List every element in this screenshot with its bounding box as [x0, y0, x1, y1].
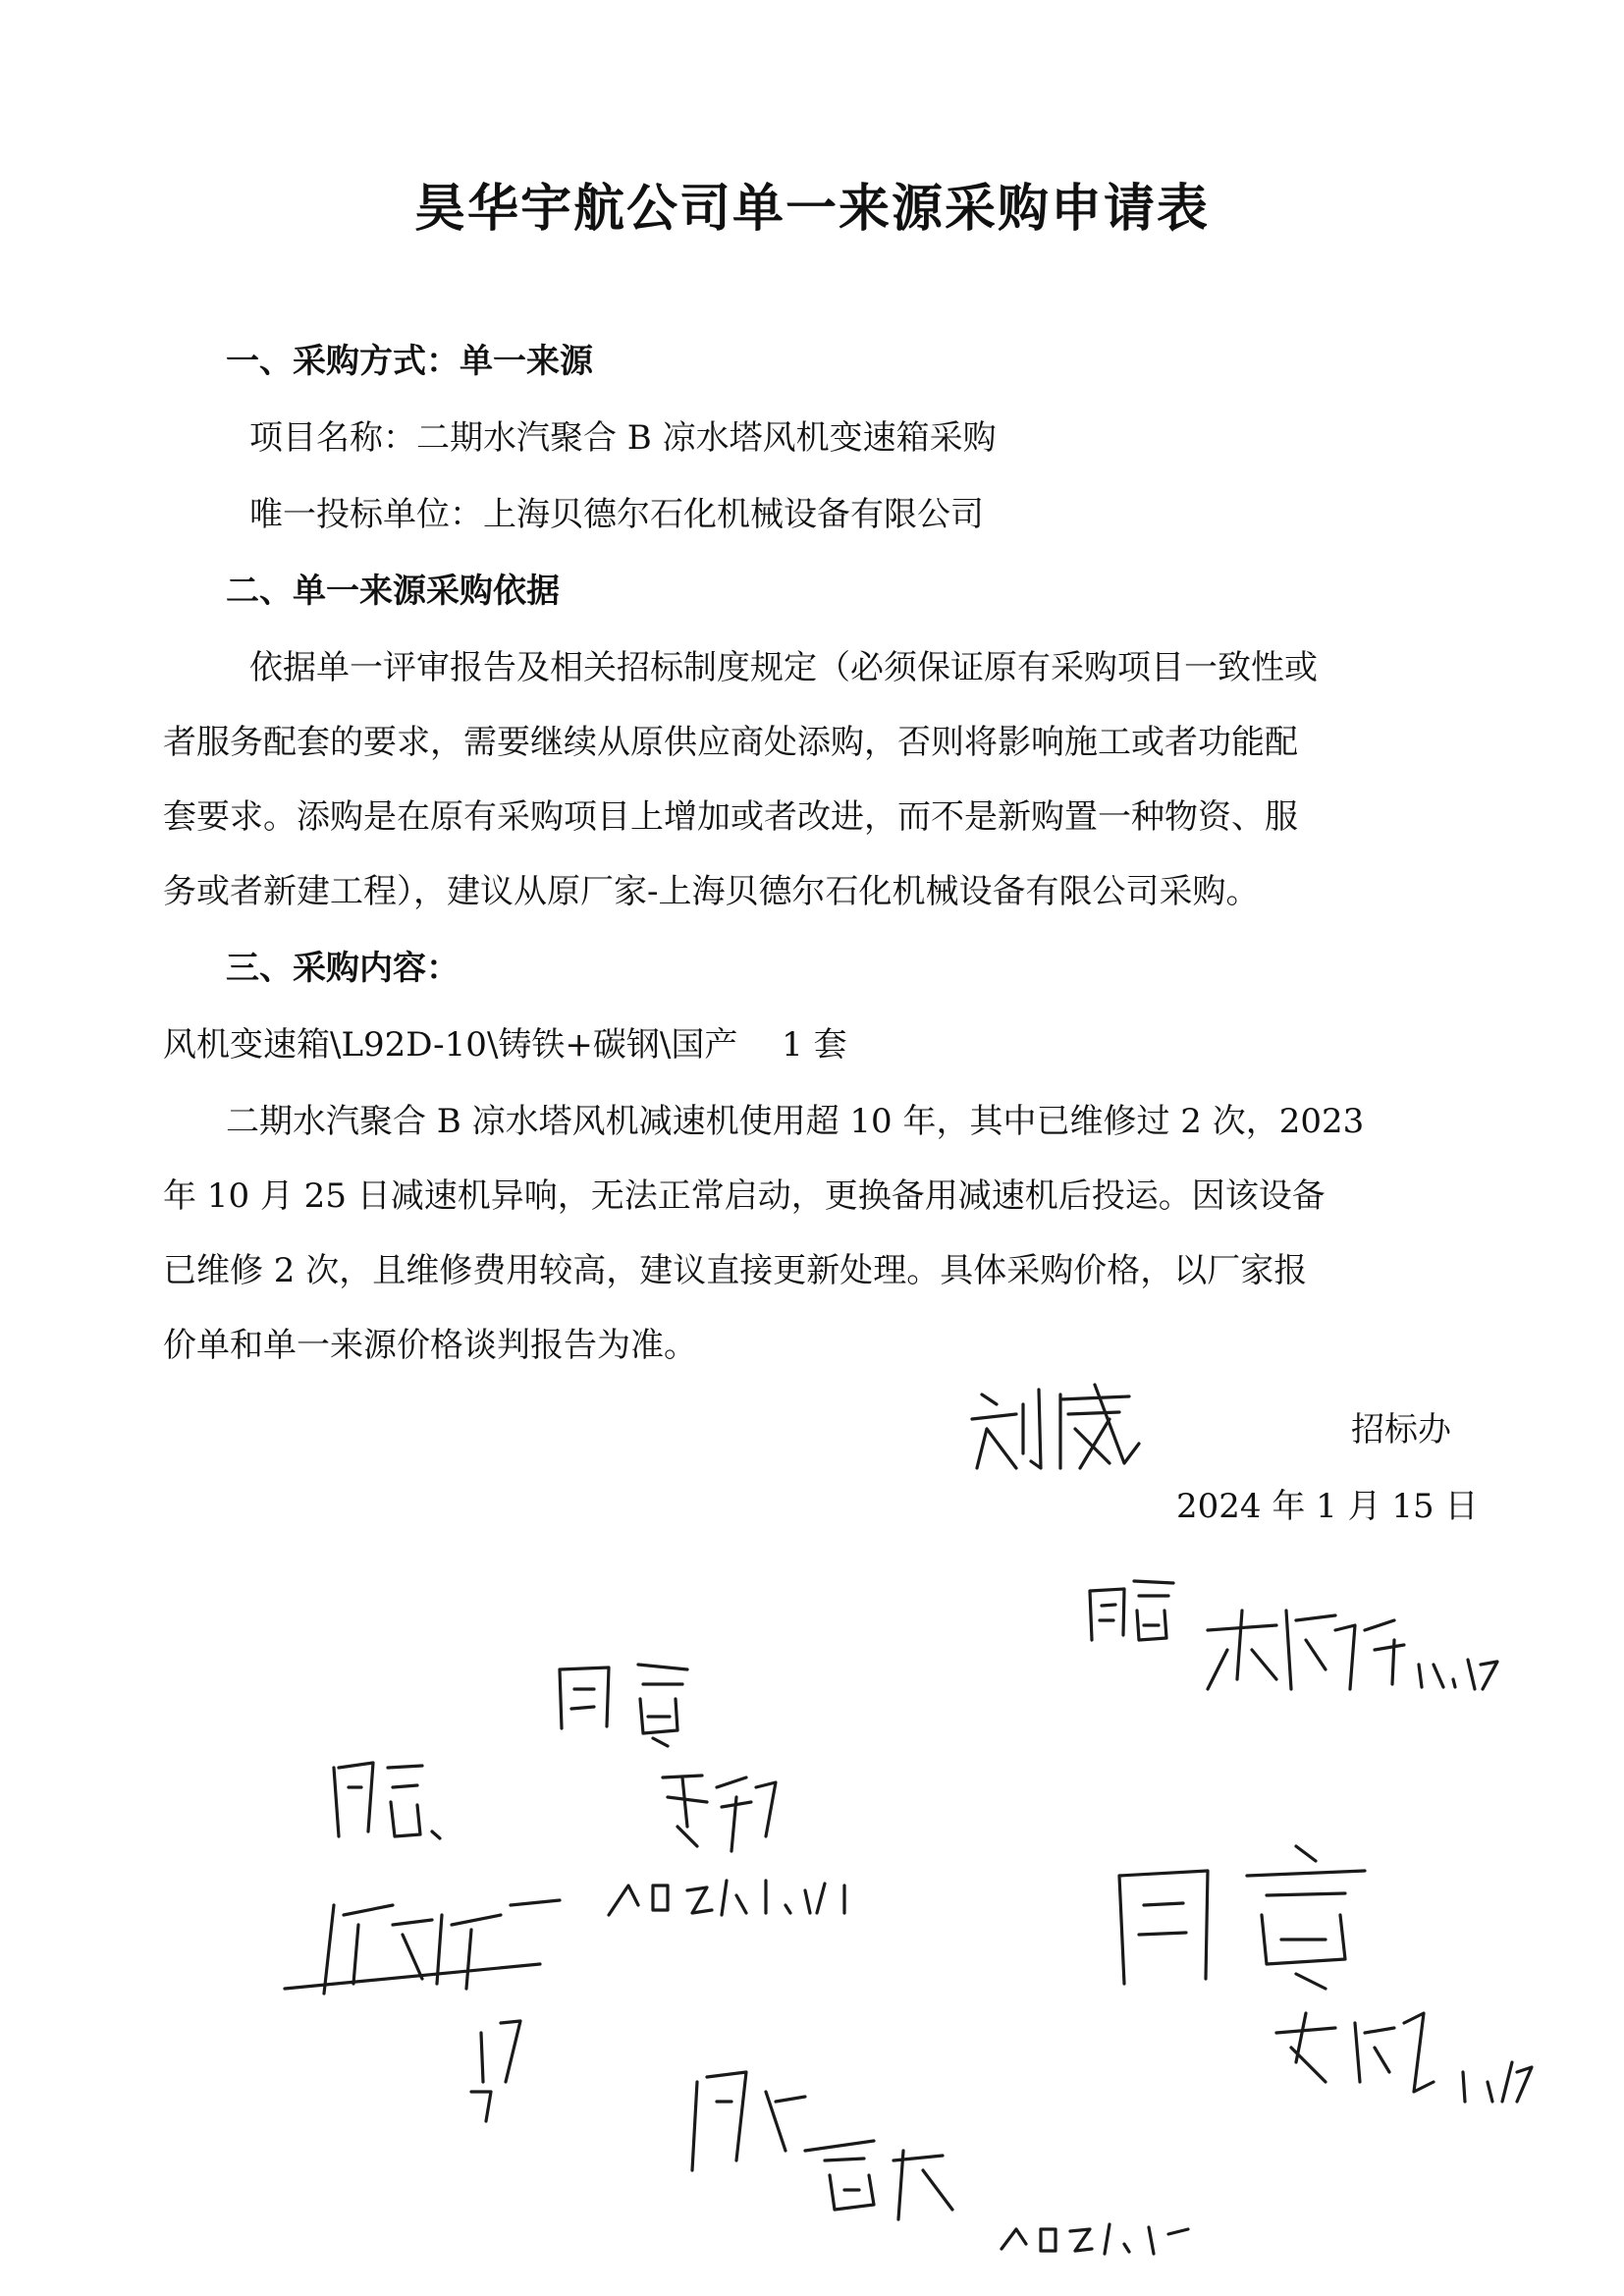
- approval-signature-top-right: [1080, 1571, 1512, 1719]
- basis-line-2: 者服务配套的要求，需要继续从原供应商处添购，否则将影响施工或者功能配: [163, 723, 1298, 762]
- basis-line-4: 务或者新建工程），建议从原厂家-上海贝德尔石化机械设备有限公司采购。: [163, 872, 1260, 911]
- content-line-2: 年 10 月 25 日减速机异响，无法正常启动，更换备用减速机后投运。因该设备: [163, 1176, 1326, 1216]
- basis-line-3: 套要求。添购是在原有采购项目上增加或者改进，而不是新购置一种物资、服: [163, 797, 1298, 837]
- approval-signature-middle: [314, 1660, 962, 1895]
- sole-bidder: 唯一投标单位：上海贝德尔石化机械设备有限公司: [249, 495, 984, 534]
- content-line-4: 价单和单一来源价格谈判报告为准。: [163, 1326, 697, 1365]
- document-title: 昊华宇航公司单一来源采购申请表: [413, 180, 1210, 239]
- issuing-department: 招标办: [1351, 1410, 1451, 1449]
- section-1-heading: 一、采购方式：单一来源: [226, 342, 593, 381]
- content-line-3: 已维修 2 次，且维修费用较高，建议直接更新处理。具体采购价格，以厂家报: [163, 1251, 1308, 1290]
- requester-signature: [962, 1375, 1149, 1483]
- basis-line-1: 依据单一评审报告及相关招标制度规定（必须保证原有采购项目一致性或: [249, 648, 1318, 687]
- purchase-item: 风机变速箱\L92D-10\铸铁+碳钢\国产 1 套: [163, 1025, 847, 1065]
- project-name: 项目名称：二期水汽聚合 B 凉水塔风机变速箱采购: [249, 418, 997, 458]
- approval-signature-left: [275, 1886, 589, 2121]
- section-2-heading: 二、单一来源采购依据: [226, 572, 560, 611]
- approval-signature-bottom: [677, 2062, 1227, 2269]
- issue-date: 2024 年 1 月 15 日: [1176, 1487, 1479, 1526]
- content-line-1: 二期水汽聚合 B 凉水塔风机减速机使用超 10 年，其中已维修过 2 次，2023: [226, 1102, 1365, 1141]
- section-3-heading: 三、采购内容：: [226, 949, 460, 988]
